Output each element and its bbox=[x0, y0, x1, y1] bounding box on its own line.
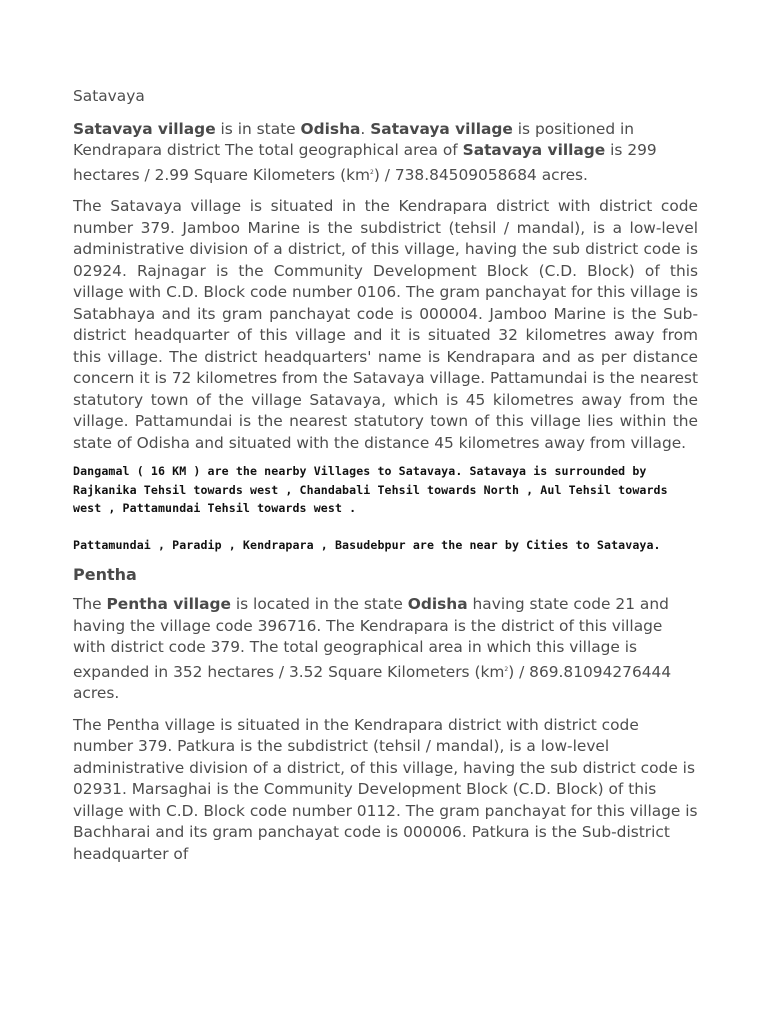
text-run: is 299 hectares / 2.99 Square Kilometers (km bbox=[73, 141, 657, 184]
satavaya-nearby-cities: Pattamundai , Paradip , Kendrapara , Basudebpur are the near by Cities to Satavaya. bbox=[73, 537, 661, 552]
text-run: having state code 21 and having the village code 396716. The Kendrapara is the district of this village with district code 379. The total geographical area in which this village is expanded in 352 hectares / 3.52 Square Kilometers (km bbox=[73, 595, 669, 681]
satavaya-heading: Satavaya bbox=[73, 87, 145, 105]
pentha-intro-paragraph bbox=[73, 594, 698, 705]
satavaya-nearby-villages: Dangamal ( 16 KM ) are the nearby Villages to Satavaya. Satavaya is surrounded by Rajkanika Tehsil towards west , Chandabali Tehsil towards North , Aul Tehsil towards west , Pattamundai Tehsil towards west . bbox=[73, 464, 668, 515]
text-run: ) / 738.84509058684 acres. bbox=[373, 165, 588, 184]
satavaya-detail-paragraph: The Satavaya village is situated in the Kendrapara district with district code number 379. Jamboo Marine is the subdistrict (tehsil / mandal), is a low-level administrative division of a district, of this village, having the sub district code is 02924. Rajnagar is the Community Development Block (C.D. Block) of this village with C.D. Block code number 0106. The gram panchayat for this village is Satabhaya and its gram panchayat code is 000004. Jamboo Marine is the Sub-district headquarter of this village and it is situated 32 kilometres away from this village. The district headquarters' name is Kendrapara and as per distance concern it is 72 kilometres from the Satavaya village. Pattamundai is the nearest statutory town of the village Satavaya, which is 45 kilometres away from the village. Pattamundai is the nearest statutory town of this village lies within the state of Odisha and situated with the distance 45 kilometres away from village. bbox=[73, 197, 698, 452]
spacer bbox=[73, 518, 698, 536]
text-run: . bbox=[360, 119, 371, 138]
pentha-heading: Pentha bbox=[73, 565, 137, 584]
village-name-bold: Satavaya village bbox=[370, 119, 513, 138]
village-name-bold: Satavaya village bbox=[462, 141, 606, 159]
text-run: is located in the state bbox=[230, 595, 408, 613]
text-run: The bbox=[73, 595, 107, 613]
satavaya-intro-paragraph bbox=[73, 119, 698, 187]
text-run: is in state bbox=[215, 119, 301, 138]
state-name-bold: Odisha bbox=[300, 119, 361, 138]
text-run: ) / 869.81094276444 acres. bbox=[73, 662, 672, 702]
text-run: is positioned in Kendrapara district The total geographical area of bbox=[73, 119, 635, 159]
superscript: 2 bbox=[504, 665, 509, 673]
village-name-bold: Pentha village bbox=[106, 595, 231, 613]
pentha-detail-paragraph: The Pentha village is situated in the Kendrapara district with district code number 379. Patkura is the subdistrict (tehsil / mandal), is a low-level administrative division of a district, of this village, having the sub district code is 02931. Marsaghai is the Community Development Block (C.D. Block) of this village with C.D. Block code number 0112. The gram panchayat for this village is Bachharai and its gram panchayat code is 000006. Patkura is the Sub-district headquarter of bbox=[73, 715, 698, 863]
document-page bbox=[73, 86, 698, 865]
superscript: 2 bbox=[370, 168, 374, 176]
village-name-bold: Satavaya village bbox=[73, 119, 216, 138]
state-name-bold: Odisha bbox=[407, 595, 468, 613]
